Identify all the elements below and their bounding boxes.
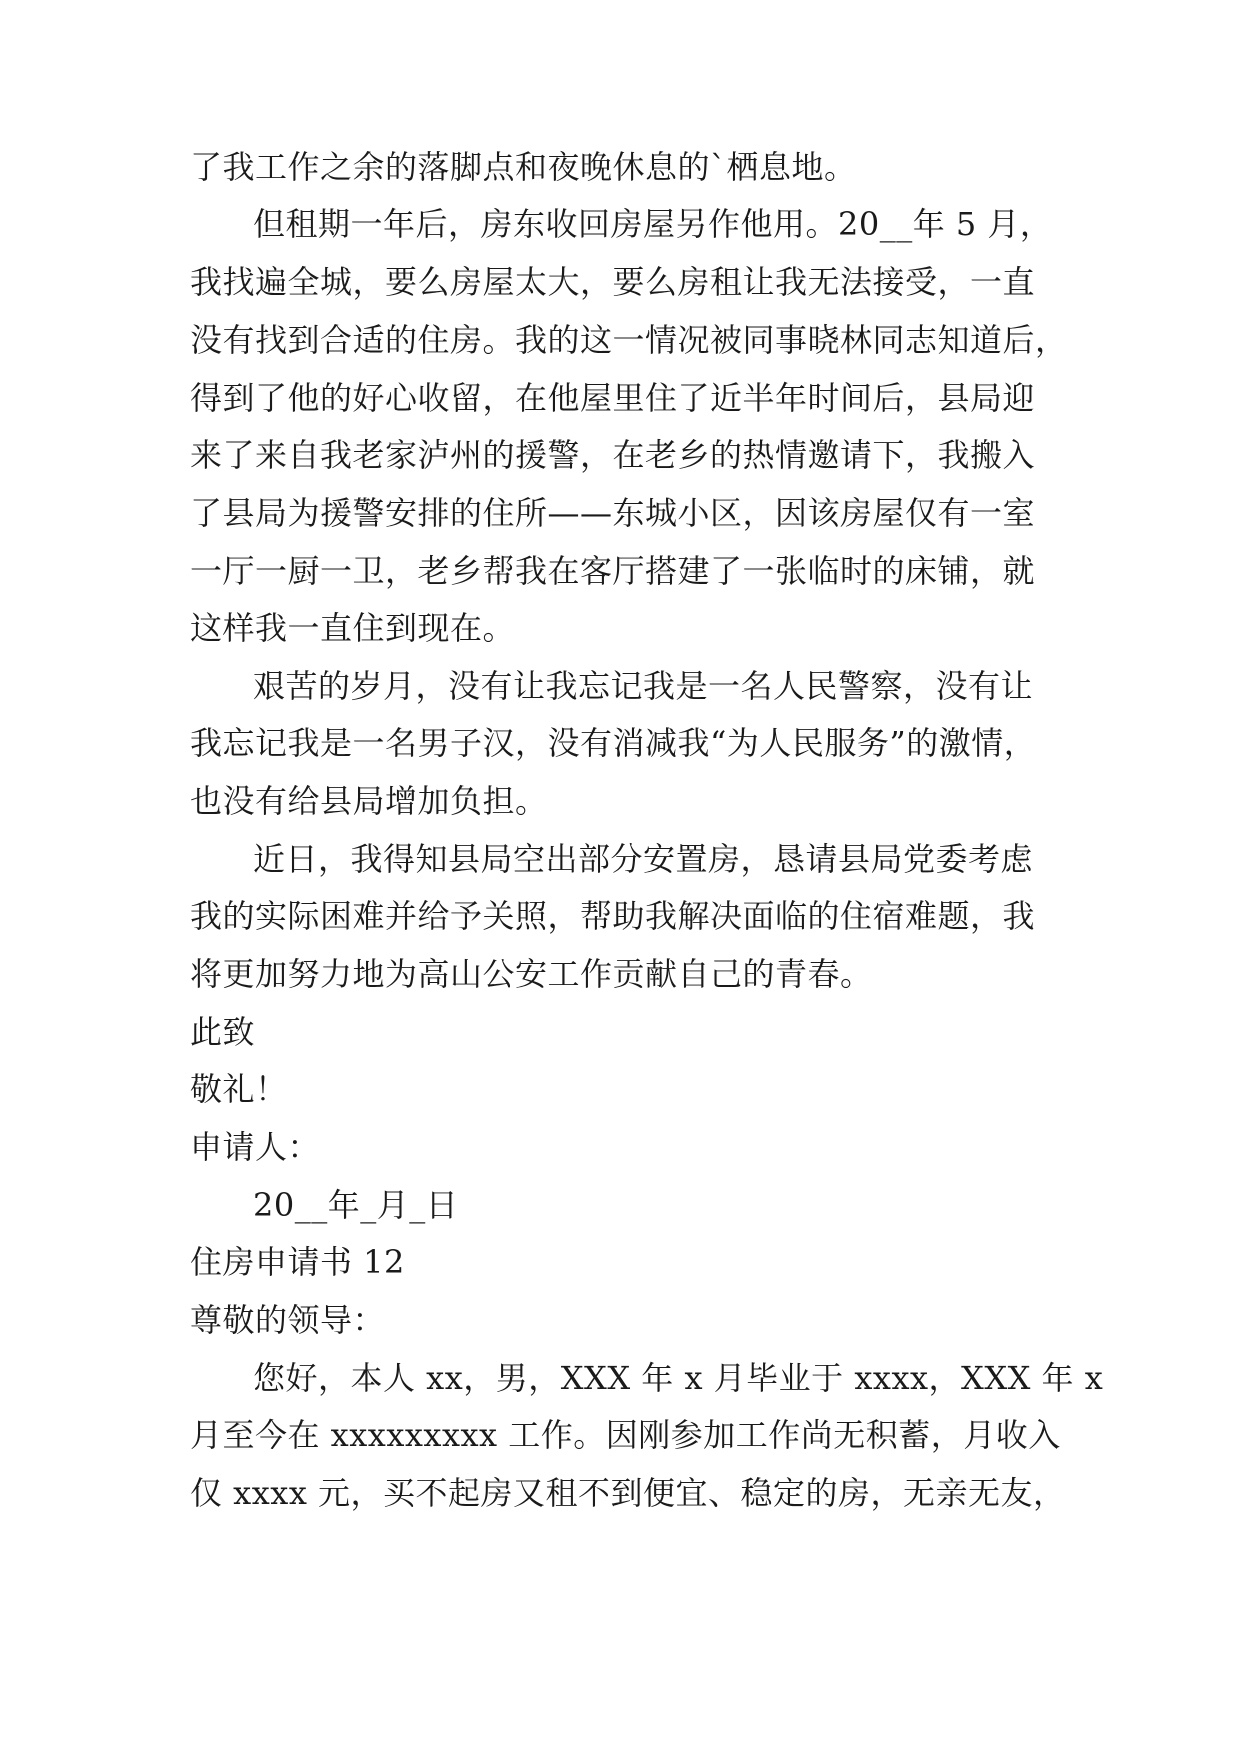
closing-salutation: 此致	[190, 1013, 256, 1051]
greeting-line: 尊敬的领导：	[190, 1301, 386, 1339]
body-line: 了我工作之余的落脚点和夜晚休息的`栖息地。	[190, 148, 857, 186]
paragraph-start-line: 艰苦的岁月，没有让我忘记我是一名人民警察，没有让	[253, 667, 1034, 705]
body-line: 没有找到合适的住房。我的这一情况被同事晓林同志知道后，	[190, 321, 1068, 359]
body-line: 得到了他的好心收留，在他屋里住了近半年时间后，县局迎	[190, 379, 1036, 417]
body-line: 我忘记我是一名男子汉，没有消减我“为人民服务”的激情，	[190, 724, 1037, 762]
closing-regards: 敬礼！	[190, 1070, 288, 1108]
paragraph-start-line: 您好，本人 xx，男，XXX 年 x 月毕业于 xxxx，XXX 年 x	[253, 1359, 1104, 1397]
body-line: 月至今在 xxxxxxxxx 工作。因刚参加工作尚无积蓄，月收入	[190, 1416, 1061, 1454]
paragraph-start-line: 近日，我得知县局空出部分安置房，恳请县局党委考虑	[253, 840, 1034, 878]
body-line: 我的实际困难并给予关照，帮助我解决面临的住宿难题，我	[190, 897, 1036, 935]
body-line: 了县局为援警安排的住所——东城小区，因该房屋仅有一室	[190, 494, 1036, 532]
body-line: 来了来自我老家泸州的援警，在老乡的热情邀请下，我搬入	[190, 436, 1036, 474]
paragraph-start-line: 但租期一年后，房东收回房屋另作他用。20__年 5 月，	[253, 205, 1053, 243]
body-line: 将更加努力地为高山公安工作贡献自己的青春。	[190, 955, 873, 993]
body-line: 这样我一直住到现在。	[190, 609, 516, 647]
body-line: 仅 xxxx 元，买不起房又租不到便宜、稳定的房，无亲无友，	[190, 1474, 1066, 1512]
applicant-label: 申请人：	[190, 1128, 321, 1166]
body-line: 也没有给县局增加负担。	[190, 782, 548, 820]
body-line: 我找遍全城，要么房屋太大，要么房租让我无法接受，一直	[190, 263, 1036, 301]
section-title: 住房申请书 12	[190, 1243, 405, 1281]
body-line: 一厅一厨一卫，老乡帮我在客厅搭建了一张临时的床铺，就	[190, 552, 1036, 590]
date-line: 20__年_月_日	[253, 1186, 459, 1224]
